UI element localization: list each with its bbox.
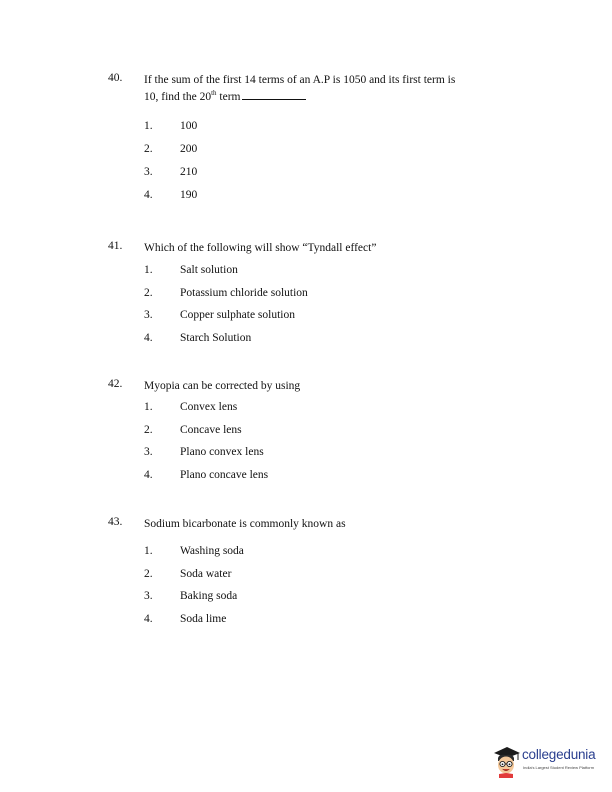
option-41-1: [0, 264, 612, 280]
option-number: 1.: [144, 545, 153, 557]
option-text: Starch Solution: [180, 332, 252, 344]
option-text: 200: [180, 143, 198, 155]
option-number: 3.: [144, 166, 153, 178]
option-text: Copper sulphate solution: [180, 309, 295, 321]
question-text: [144, 72, 514, 106]
option-text: 100: [180, 120, 198, 132]
question-number: 40.: [108, 72, 123, 84]
option-text: Plano convex lens: [180, 446, 264, 458]
question-text: Myopia can be corrected by using: [144, 380, 301, 392]
option-text: Convex lens: [180, 401, 238, 413]
option-text: 190: [180, 189, 198, 201]
option-40-2: [0, 143, 612, 159]
option-40-1: [0, 120, 612, 136]
option-number: 1.: [144, 401, 153, 413]
option-number: 3.: [144, 590, 153, 602]
collegedunia-logo[interactable]: [491, 744, 606, 780]
option-42-2: [0, 424, 612, 440]
option-number: 3.: [144, 309, 153, 321]
option-number: 2.: [144, 424, 153, 436]
ordinal-suffix: th: [211, 89, 217, 98]
answer-blank: [242, 89, 306, 100]
option-text: Potassium chloride solution: [180, 287, 308, 299]
option-43-2: [0, 568, 612, 584]
question-text-line2-post: term: [216, 91, 241, 103]
option-42-1: [0, 401, 612, 417]
option-number: 4.: [144, 613, 153, 625]
option-text: Soda lime: [180, 613, 227, 625]
logo-tagline: India's Largest Student Review Platform: [523, 765, 595, 770]
question-number: 43.: [108, 516, 123, 528]
option-number: 4.: [144, 469, 153, 481]
option-text: Soda water: [180, 568, 232, 580]
option-number: 4.: [144, 332, 153, 344]
question-text: Sodium bicarbonate is commonly known as: [144, 518, 346, 530]
option-text: 210: [180, 166, 198, 178]
option-number: 2.: [144, 568, 153, 580]
logo-name: collegedunia: [522, 747, 596, 762]
option-text: Baking soda: [180, 590, 238, 602]
question-text-line1: If the sum of the first 14 terms of an A.P is 1050 and its first term is: [144, 74, 456, 86]
option-40-3: [0, 166, 612, 182]
mascot-icon: [491, 744, 521, 778]
option-43-1: [0, 545, 612, 561]
option-number: 1.: [144, 120, 153, 132]
option-41-2: [0, 287, 612, 303]
question-number: 41.: [108, 240, 123, 252]
option-40-4: [0, 189, 612, 205]
option-43-3: [0, 590, 612, 606]
question-number: 42.: [108, 378, 123, 390]
question-text: Which of the following will show “Tyndall effect”: [144, 242, 377, 254]
option-number: 2.: [144, 143, 153, 155]
option-43-4: [0, 613, 612, 629]
option-41-3: [0, 309, 612, 325]
option-text: Plano concave lens: [180, 469, 269, 481]
question-text-line2-pre: 10, find the 20: [144, 91, 212, 103]
option-42-4: [0, 469, 612, 485]
option-42-3: [0, 446, 612, 462]
option-text: Concave lens: [180, 424, 242, 436]
option-number: 1.: [144, 264, 153, 276]
option-text: Washing soda: [180, 545, 244, 557]
option-number: 2.: [144, 287, 153, 299]
option-text: Salt solution: [180, 264, 238, 276]
option-number: 4.: [144, 189, 153, 201]
option-number: 3.: [144, 446, 153, 458]
option-41-4: [0, 332, 612, 348]
